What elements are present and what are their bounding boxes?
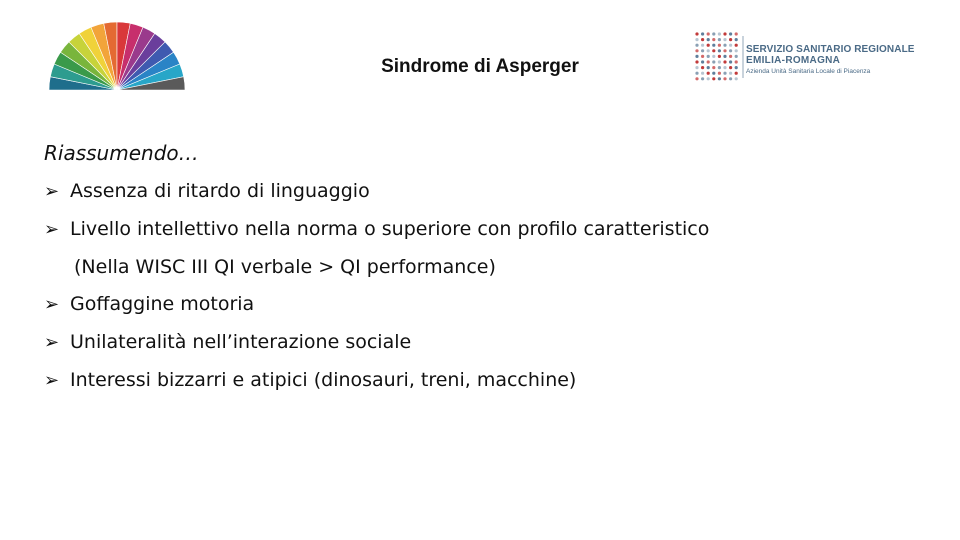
logo-dot [701, 55, 704, 58]
logo-dot [718, 60, 721, 63]
logo-dot [695, 60, 698, 63]
bullet-continuation: (Nella WISC III QI verbale > QI performance) [74, 256, 496, 278]
logo-dot [735, 72, 738, 75]
logo-dot [723, 60, 726, 63]
logo-dot [718, 38, 721, 41]
logo-dot [695, 44, 698, 47]
logo-dot [712, 55, 715, 58]
logo-dot [712, 44, 715, 47]
logo-dot [707, 49, 710, 52]
logo-dot [723, 38, 726, 41]
logo-dot [695, 55, 698, 58]
logo-dot [712, 38, 715, 41]
logo-dot [701, 32, 704, 35]
dot-grid-icon [694, 30, 740, 82]
logo-dot [723, 49, 726, 52]
bullet-item [44, 180, 370, 202]
logo-dot [729, 32, 732, 35]
intro-text: Riassumendo… [44, 141, 199, 165]
logo-dot [701, 66, 704, 69]
logo-dot [718, 66, 721, 69]
logo-dot [718, 72, 721, 75]
logo-dot [735, 60, 738, 63]
logo-dot [729, 55, 732, 58]
color-fan-logo [46, 16, 188, 92]
logo-dot [695, 77, 698, 80]
logo-dot [729, 38, 732, 41]
logo-dot [701, 38, 704, 41]
logo-dot [735, 44, 738, 47]
arrow-bullet-icon: ➢ [44, 181, 60, 202]
logo-dot [701, 60, 704, 63]
logo-dot [723, 66, 726, 69]
logo-dot [707, 72, 710, 75]
logo-dot [723, 32, 726, 35]
logo-dot [735, 55, 738, 58]
logo-dot [723, 72, 726, 75]
logo-dot [729, 77, 732, 80]
logo-dot [735, 32, 738, 35]
bullet-item [44, 369, 576, 391]
logo-dot [707, 60, 710, 63]
logo-dot [718, 55, 721, 58]
logo-dot [695, 38, 698, 41]
logo-dot [735, 66, 738, 69]
logo-dot [695, 32, 698, 35]
logo-dot [718, 77, 721, 80]
bullet-text: Assenza di ritardo di linguaggio [70, 180, 370, 202]
arrow-bullet-icon: ➢ [44, 370, 60, 391]
logo-dot [712, 66, 715, 69]
logo-text-line1: SERVIZIO SANITARIO REGIONALE [746, 44, 915, 55]
logo-dot [735, 49, 738, 52]
logo-dot [707, 55, 710, 58]
logo-dot [712, 77, 715, 80]
logo-dot [695, 72, 698, 75]
logo-dot [712, 72, 715, 75]
logo-dot [712, 60, 715, 63]
logo-text-line2: EMILIA-ROMAGNA [746, 55, 841, 66]
logo-dot [695, 49, 698, 52]
bullet-text: Interessi bizzarri e atipici (dinosauri, treni, macchine) [70, 369, 577, 391]
logo-dot [723, 44, 726, 47]
logo-dot [718, 49, 721, 52]
logo-dot [701, 72, 704, 75]
bullet-text: Livello intellettivo nella norma o superiore con profilo caratteristico [70, 218, 710, 240]
logo-dot [735, 77, 738, 80]
logo-dot [718, 44, 721, 47]
logo-dot [712, 32, 715, 35]
logo-text-line3: Azienda Unità Sanitaria Locale di Piacenza [746, 68, 871, 75]
regional-health-service-logo [694, 30, 915, 82]
logo-dot [723, 55, 726, 58]
logo-dot [707, 66, 710, 69]
bullet-text: Goffaggine motoria [70, 293, 255, 315]
logo-dot [701, 49, 704, 52]
logo-dot [729, 60, 732, 63]
bullet-item [44, 218, 709, 240]
arrow-bullet-icon: ➢ [44, 294, 60, 315]
logo-dot [729, 49, 732, 52]
logo-dot [712, 49, 715, 52]
logo-dot [707, 77, 710, 80]
logo-dot [707, 32, 710, 35]
bullet-item [44, 293, 254, 315]
arrow-bullet-icon: ➢ [44, 332, 60, 353]
logo-dot [701, 44, 704, 47]
logo-dot [729, 44, 732, 47]
logo-dot [701, 77, 704, 80]
arrow-bullet-icon: ➢ [44, 219, 60, 240]
logo-dot [707, 44, 710, 47]
logo-dot [695, 66, 698, 69]
bullet-item [44, 331, 411, 353]
logo-dot [723, 77, 726, 80]
logo-dot [735, 38, 738, 41]
logo-dot [718, 32, 721, 35]
bullet-text: Unilateralità nell’interazione sociale [70, 331, 412, 353]
slide-title: Sindrome di Asperger [381, 56, 579, 77]
logo-dot [707, 38, 710, 41]
logo-dot [729, 66, 732, 69]
logo-dot [729, 72, 732, 75]
logo-divider [742, 36, 744, 78]
